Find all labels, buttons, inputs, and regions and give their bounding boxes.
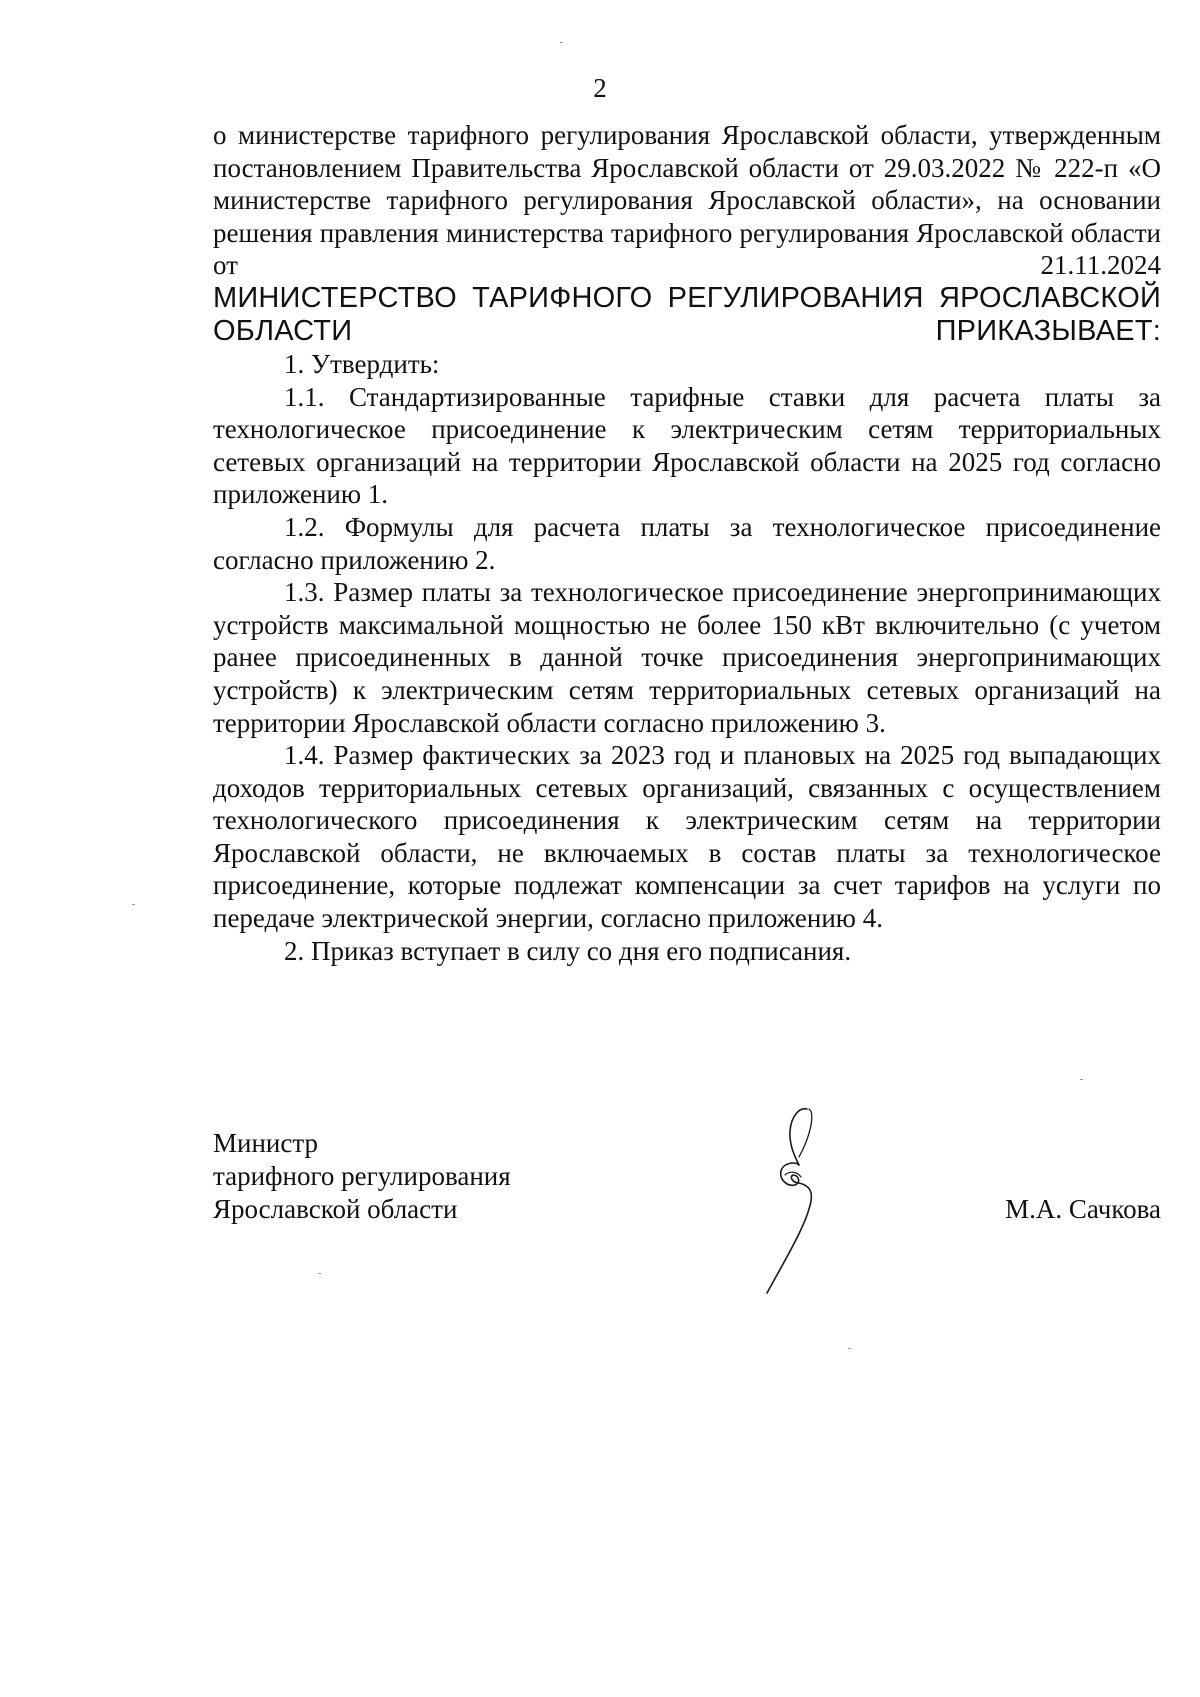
item-1-3: 1.3. Размер платы за технологическое присоединение энергопринимающих устройств максимальной мощностью не более 150 кВт включительно (с учетом ранее присоединенных в данной точке присоединения энергопринимающих устройств) к электрическим сетям территориальных сетевых организаций на территории Ярославской области согласно приложению 3. (213, 577, 1161, 738)
page-number: 2 (593, 73, 607, 103)
item-1-4: 1.4. Размер фактических за 2023 год и плановых на 2025 год выпадающих доходов территориальных сетевых организаций, связанных с осуществлением технологического присоединения к электрическим сетям на территории Ярославской области, не включаемых в состав платы за технологическое присоединение, которые подлежат компенсации за счет тарифов на услуги по передаче электрической энергии, согласно приложению 4. (213, 740, 1161, 934)
scan-speck (132, 904, 135, 905)
item-1-1: 1.1. Стандартизированные тарифные ставки для расчета платы за технологическое присоединение к электрическим сетям территориальных сетевых организаций на территории Ярославской области на 2025 год согласно приложению 1. (213, 381, 1161, 510)
item-2: 2. Приказ вступает в силу со дня его подписания. (284, 935, 852, 966)
signatory-position (213, 1127, 511, 1226)
scan-speck (318, 1273, 321, 1274)
scan-speck (1080, 1079, 1083, 1080)
scan-speck (560, 42, 563, 43)
order-heading: МИНИСТЕРСТВО ТАРИФНОГО РЕГУЛИРОВАНИЯ ЯРОСЛАВСКОЙ ОБЛАСТИ ПРИКАЗЫВАЕТ: (213, 281, 1161, 347)
document-body (213, 119, 1161, 967)
handwritten-signature (755, 1105, 835, 1295)
signer-name: М.А. Сачкова (1005, 1194, 1161, 1224)
preamble-paragraph: о министерстве тарифного регулирования Ярославской области, утвержденным постановлением Правительства Ярославской области от 29.03.2022 № 222-п «О министерстве тарифного регулирования Ярославской области», на основании решения правления министерства тарифного регулирования Ярославской области от 21.11.2024 (213, 120, 1161, 281)
item-1: 1. Утвердить: (284, 348, 440, 379)
scan-speck (848, 1348, 851, 1349)
position-title: Министр (213, 1128, 318, 1158)
position-department: тарифного регулирования (213, 1161, 511, 1191)
item-1-2: 1.2. Формулы для расчета платы за технологическое присоединение согласно приложению 2. (213, 511, 1161, 575)
position-region: Ярославской области (213, 1194, 458, 1224)
